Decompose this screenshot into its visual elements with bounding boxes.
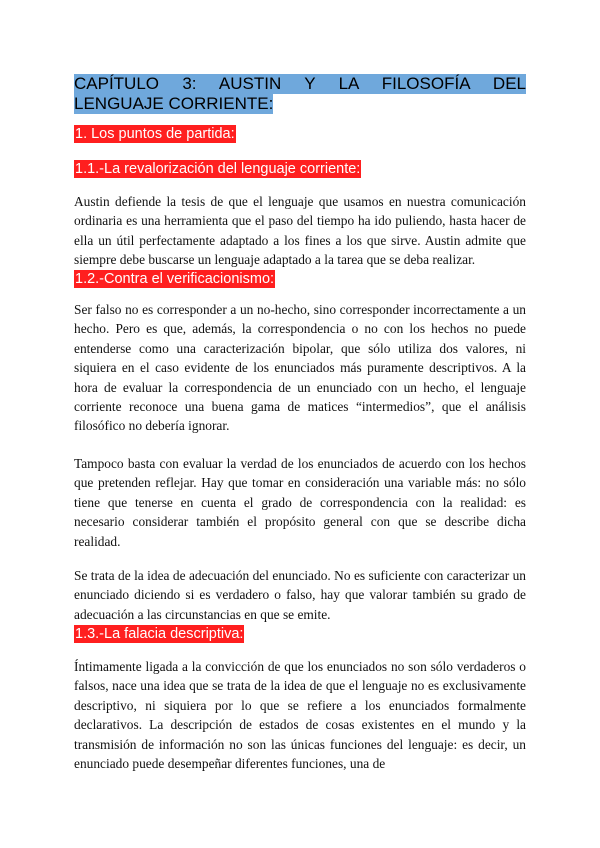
- paragraph-adecuacion: Se trata de la idea de adecuación del enunciado. No es suficiente con caracterizar un enunciado diciendo si es verdadero o falso, hay que valorar también su grado de adecuación a las circunstancias en que se emite.: [74, 568, 526, 622]
- chapter-title-line-1: CAPÍTULO 3: AUSTIN Y LA FILOSOFÍA DEL: [74, 74, 526, 93]
- paragraph-verdad-enunciados: Tampoco basta con evaluar la verdad de los enunciados de acuerdo con los hechos que pretenden reflejar. Hay que tomar en consideración una variable más: no sólo tiene que tenerse en cuenta el grado de correspondencia con la realidad: es necesario considerar también el propósito general con que se describe dicha realidad.: [74, 456, 526, 549]
- section-heading-1: 1. Los puntos de partida:: [75, 126, 235, 142]
- section-heading-1-2: 1.2.-Contra el verificacionismo:: [75, 271, 275, 287]
- section-heading-1-1: 1.1.-La revalorización del lenguaje corriente:: [75, 161, 361, 177]
- chapter-title-line-2: LENGUAJE CORRIENTE:: [74, 94, 274, 113]
- paragraph-verificacionismo: Ser falso no es corresponder a un no-hecho, sino corresponder incorrectamente a un hecho. Pero es que, además, la correspondencia o no con los hechos no puede entenderse como una caracterización bipolar, que sólo utiliza dos valores, ni siquiera en el caso evidente de los enunciados más puramente descriptivos. A la hora de evaluar la correspondencia de un enunciado con un hecho, el lenguaje corriente reconoce una buena gama de matices “intermedios”, que el análisis filosófico no debería ignorar.: [74, 302, 526, 434]
- chapter-title: [74, 74, 526, 114]
- section-heading-1-3: 1.3.-La falacia descriptiva:: [75, 626, 244, 642]
- paragraph-falacia-descriptiva: Íntimamente ligada a la convicción de que los enunciados no son sólo verdaderos o falsos, nace una idea que se trata de la idea de que el lenguaje no es exclusivamente descriptivo, ni siquiera por lo que se refiere a los enunciados formalmente declarativos. La descripción de estados de cosas existentes en el mundo y la transmisión de información no son las únicas funciones del lenguaje: es decir, un enunciado puede desempeñar diferentes funciones, una de: [74, 659, 526, 772]
- paragraph-lenguaje-corriente: Austin defiende la tesis de que el lenguaje que usamos en nuestra comunicación ordinaria es una herramienta que el paso del tiempo ha ido puliendo, hasta hacer de ella un útil perfectamente adaptado a los fines a los que sirve. Austin admite que siempre debe buscarse un lenguaje adaptado a la tarea que se deba realizar.: [74, 194, 526, 268]
